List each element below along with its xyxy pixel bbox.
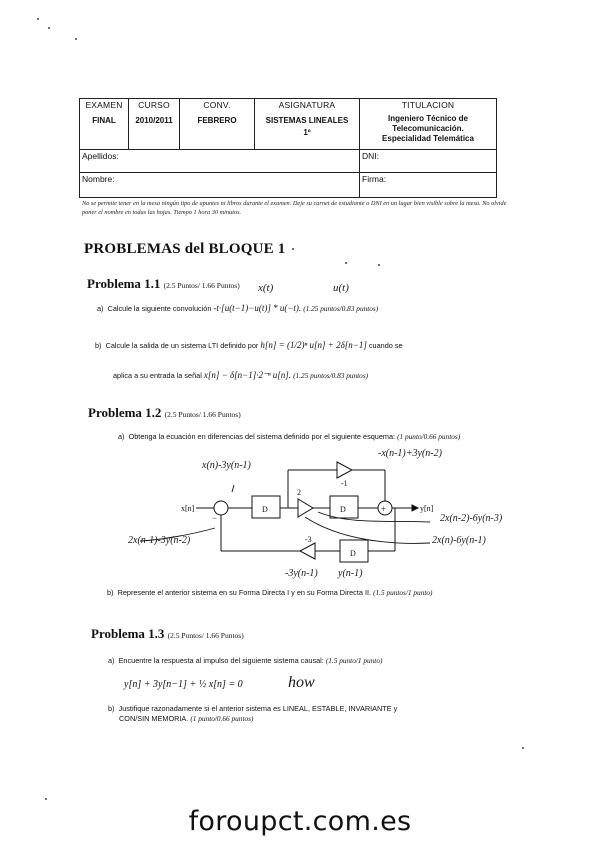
problem-1-3-title: Problema 1.3 (2.5 Puntos/ 1.66 Puntos)	[91, 626, 244, 641]
examen-cell: EXAMEN FINAL	[80, 99, 129, 150]
scan-speck	[292, 248, 294, 250]
problem-1-2-b: b) Represente el anterior sistema en su Forma Directa I y en su Forma Directa II. (1.5 puntos/1 punto)	[107, 588, 433, 597]
problem-1-2-a: a) Obtenga la ecuación en diferencias del sistema definido por el siguiente esquema: (1 punto/0.66 puntos)	[118, 432, 461, 441]
gain-neg1-triangle	[337, 462, 352, 478]
output-label: y[n]	[420, 504, 434, 513]
handwriting-4: -x(n-1)+3y(n-2)	[378, 448, 442, 459]
input-label: x[n]	[181, 504, 195, 513]
d1-label: D	[262, 505, 268, 514]
sum-minus-label: −	[212, 513, 218, 523]
gain-mid-label: 2	[297, 488, 301, 497]
scan-speck	[45, 798, 47, 800]
problem-1-3-b-line2: CON/SIN MEMORIA. (1 punto/0.66 puntos)	[119, 714, 254, 723]
problem-1-3-equation: y[n] + 3y[n−1] + ½ x[n] = 0	[124, 679, 243, 690]
scan-speck	[345, 262, 347, 264]
gain-2-triangle	[298, 499, 313, 517]
handwriting-9: y(n-1)	[338, 568, 363, 579]
scan-speck	[378, 264, 380, 266]
scan-speck	[75, 38, 77, 40]
d3-label: D	[350, 549, 356, 558]
sum-plus-label: +	[381, 504, 387, 514]
curso-cell: CURSO 2010/2011	[129, 99, 180, 150]
handwriting-5: 2x(n-2)-6y(n-3)	[440, 513, 503, 524]
gain-top-label: -1	[341, 479, 348, 488]
block-title: PROBLEMAS del BLOQUE 1	[84, 241, 286, 257]
handwriting-10: how	[288, 674, 315, 691]
handwriting-3: x(n)-3y(n-1)	[202, 460, 251, 471]
handwriting-7: 2x(n-1)-3y(n-2)	[128, 535, 191, 546]
scan-speck	[522, 747, 524, 749]
dni-field: DNI:	[360, 150, 497, 173]
handwriting-6: 2x(n)-6y(n-1)	[432, 535, 486, 546]
firma-field: Firma:	[360, 173, 497, 198]
gain-neg3-triangle	[300, 543, 315, 559]
problem-1-2-title: Problema 1.2 (2.5 Puntos/ 1.66 Puntos)	[88, 405, 241, 420]
handwriting-1: x(t)	[258, 282, 274, 294]
problem-1-1-b-line2: aplica a su entrada la señal x[n] − δ[n−1]·2⁻ⁿ u[n]. (1.25 puntos/0.83 puntos)	[113, 370, 369, 380]
exam-instructions: No se permite tener en la mesa ningún tipo de apuntes ni libros durante el examen. Deje su carnet de estudiante o DNI en un lugar bien visible sobre la mesa. No olvide poner el nombre en todas las hojas. Tiempo 1 hora 30 minutos.	[82, 200, 507, 216]
gain-bot-label: -3	[305, 535, 312, 544]
scan-speck	[37, 18, 39, 20]
problem-1-1-a: a) Calcule la siguiente convolución -t·[u(t−1)−u(t)] * u(−t). (1.25 puntos/0.83 puntos)	[97, 303, 379, 313]
problem-1-1-title: Problema 1.1 (2.5 Puntos/ 1.66 Puntos)	[87, 276, 240, 291]
nombre-field: Nombre:	[80, 173, 360, 198]
titulacion-cell: TITULACION Ingeniero Técnico de Telecomunicación. Especialidad Telemática	[360, 99, 497, 150]
apellidos-field: Apellidos:	[80, 150, 360, 173]
scan-speck	[48, 27, 50, 29]
problem-1-3-a: a) Encuentre la respuesta al impulso del siguiente sistema causal: (1.5 punto/1 punto)	[108, 656, 383, 665]
d2-label: D	[340, 505, 346, 514]
handwriting-8: -3y(n-1)	[285, 568, 318, 579]
asignatura-cell: ASIGNATURA SISTEMAS LINEALES 1º	[255, 99, 360, 150]
footer-watermark: foroupct.com.es	[188, 806, 412, 837]
handwriting-2: u(t)	[333, 282, 349, 294]
problem-1-3-b: b) Justifique razonadamente si el anterior sistema es LINEAL, ESTABLE, INVARIANTE y	[108, 704, 398, 713]
problem-1-1-b: b) Calcule la salida de un sistema LTI definido por h[n] = (1/2)ⁿ u[n] + 2δ[n−1] cuando se	[95, 340, 403, 350]
conv-cell: CONV. FEBRERO	[180, 99, 255, 150]
